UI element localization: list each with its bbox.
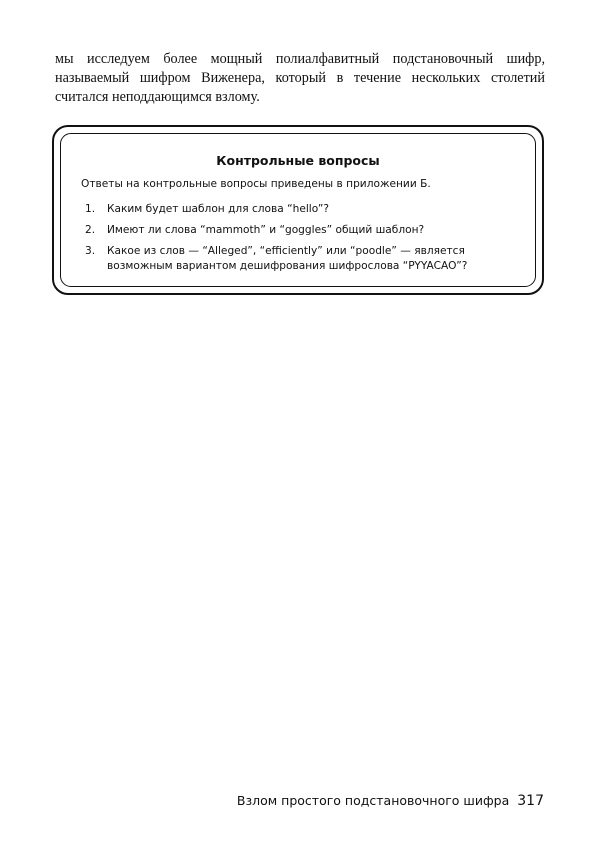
review-questions-inner-frame	[60, 133, 536, 287]
question-text: Каким будет шаблон для слова “hello”?	[107, 203, 329, 215]
list-item	[81, 244, 533, 274]
question-number: 2.	[85, 224, 96, 236]
list-item	[81, 202, 533, 217]
list-item	[81, 223, 533, 238]
review-questions-title: Контрольные вопросы	[216, 153, 380, 168]
review-questions-box	[52, 125, 544, 295]
question-text: Имеют ли слова “mammoth” и “goggles” общий шаблон?	[107, 224, 425, 236]
body-paragraph: мы исследуем более мощный полиалфавитный подстановочный шифр, называемый шифром Виженера, который в течение нескольких столетий считался неподдающимся взлому.	[55, 51, 545, 105]
question-text: Какое из слов — “Alleged”, “efficiently” или “poodle” — является возможным вариантом дешифрования шифрослова “PYYACAO”?	[107, 245, 468, 272]
review-questions-intro: Ответы на контрольные вопросы приведены в приложении Б.	[81, 178, 431, 190]
page-footer	[237, 793, 544, 809]
running-chapter-title: Взлом простого подстановочного шифра	[236, 793, 510, 808]
review-questions-list	[81, 202, 533, 280]
page-number: 317	[517, 793, 544, 809]
question-number: 1.	[85, 203, 96, 215]
question-number: 3.	[85, 245, 96, 257]
